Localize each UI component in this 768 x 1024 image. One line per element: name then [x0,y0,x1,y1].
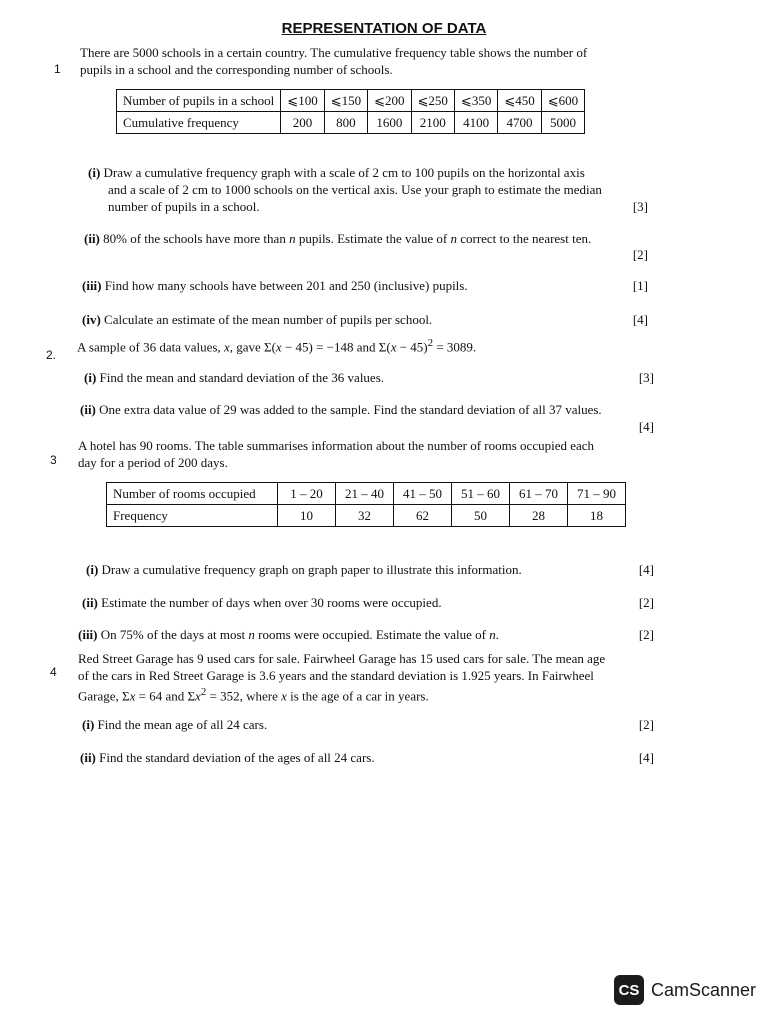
table-cell: 21 – 40 [336,483,394,505]
question-2-part-i [84,369,384,386]
table-cell: ⩽350 [454,90,497,112]
part-text: Find how many schools have between 201 and 250 (inclusive) pupils. [104,278,468,293]
table-cell: ⩽150 [324,90,367,112]
question-4-intro-line: of the cars in Red Street Garage is 3.6 years and the standard deviation is 1.925 years. In Fairwheel [78,668,594,683]
variable-x: x [390,339,397,355]
table-cell: 4700 [498,112,541,134]
part-text: rooms were occupied. Estimate the value of [254,627,490,642]
question-2-intro [77,335,476,355]
question-1-part-iv [82,311,432,328]
table-cell: 32 [336,505,394,527]
question-2-part-ii-marks: [4] [638,419,654,434]
intro-text: Garage, Σ [78,688,130,704]
part-text: and a scale of 2 cm to 1000 schools on the vertical axis. Use your graph to estimate the median [108,182,602,197]
question-1-number: 1 [54,62,61,76]
question-1-intro [80,44,587,78]
question-4-part-ii [80,749,375,766]
table-cell: 2100 [411,112,454,134]
table-row [117,90,585,112]
part-label: (iv) [82,312,101,327]
part-text: correct to the nearest ten. [456,231,592,246]
part-label: (i) [82,717,95,732]
question-1-part-iii [82,277,468,294]
question-3-part-iii [78,626,499,643]
part-text: . [495,627,499,642]
camscanner-text: CamScanner [651,979,757,1000]
table-cell: 10 [278,505,336,527]
question-3-part-ii [82,594,442,611]
intro-text: − 45) = −148 and Σ( [281,339,391,355]
question-4-part-ii-marks: [4] [638,750,654,765]
question-4-intro-line: Red Street Garage has 9 used cars for sale. Fairwheel Garage has 15 used cars for sale. The mean age [78,651,606,666]
question-4-part-i-marks: [2] [638,717,654,732]
intro-text: = 64 and Σ [135,688,196,704]
question-4-intro [78,650,605,704]
table-cell: 41 – 50 [394,483,452,505]
table-cell: ⩽600 [541,90,584,112]
question-1-part-i [88,164,650,215]
part-label: (i) [86,562,99,577]
table-cell: ⩽250 [411,90,454,112]
question-4-number: 4 [50,665,57,679]
exponent: 2 [200,686,207,698]
camscanner-watermark [614,975,756,1005]
table-cell: 18 [568,505,626,527]
cumulative-frequency-table [116,89,585,134]
table-header-label: Number of rooms occupied [107,483,278,505]
question-4-intro-line [78,684,605,704]
part-label: (iii) [78,627,98,642]
part-text: Find the mean age of all 24 cars. [97,717,268,732]
part-text: One extra data value of 29 was added to the sample. Find the standard deviation of all 37 values. [99,402,602,417]
part-text: Estimate the number of days when over 30 rooms were occupied. [101,595,442,610]
question-3-part-i-marks: [4] [638,562,654,577]
part-text: Calculate an estimate of the mean number of pupils per school. [104,312,433,327]
table-cell: 71 – 90 [568,483,626,505]
question-3-intro-line: day for a period of 200 days. [78,455,228,470]
variable-n: n [248,627,255,642]
part-text: Draw a cumulative frequency graph with a scale of 2 cm to 100 pupils on the horizontal axis [103,165,585,180]
part-text: number of pupils in a school. [108,199,260,214]
question-1-intro-line: There are 5000 schools in a certain country. The cumulative frequency table shows the number of [80,45,588,60]
variable-n: n [489,627,496,642]
table-row-label: Cumulative frequency [117,112,281,134]
part-text: Find the mean and standard deviation of the 36 values. [99,370,385,385]
table-cell: 200 [281,112,324,134]
question-3-part-i [86,561,522,578]
part-text: pupils. Estimate the value of [295,231,451,246]
question-3-part-iii-marks: [2] [638,627,654,642]
question-1-part-iii-marks: [1] [632,278,648,293]
exponent: 2 [427,337,434,349]
table-cell: 62 [394,505,452,527]
part-text: Draw a cumulative frequency graph on graph paper to illustrate this information. [101,562,522,577]
table-cell: ⩽200 [368,90,411,112]
intro-text: , gave Σ( [229,339,276,355]
question-1-part-i-marks: [3] [632,199,648,214]
intro-text: − 45) [396,339,428,355]
camscanner-logo-icon: CS [614,975,644,1005]
variable-x: x [195,688,201,704]
variable-x: x [129,688,136,704]
part-label: (ii) [80,750,96,765]
question-1-part-iv-marks: [4] [632,312,648,327]
variable-x: x [223,339,230,355]
question-3-intro-line: A hotel has 90 rooms. The table summarises information about the number of rooms occupied each [78,438,595,453]
table-cell: 1600 [368,112,411,134]
intro-text: = 3089. [433,339,477,355]
question-3-intro [78,437,594,471]
table-cell: 51 – 60 [452,483,510,505]
question-1-part-ii [84,230,591,247]
question-1-intro-line: pupils in a school and the corresponding number of schools. [80,62,393,77]
table-cell: 61 – 70 [510,483,568,505]
part-label: (iii) [82,278,102,293]
table-row [117,112,585,134]
part-text: Find the standard deviation of the ages of all 24 cars. [99,750,375,765]
part-label: (i) [88,165,101,180]
intro-text: = 352, where [206,688,282,704]
table-row [107,505,626,527]
question-1-part-ii-marks: [2] [632,247,648,262]
question-3-number: 3 [50,453,57,467]
variable-x: x [281,688,287,704]
room-frequency-table [106,482,626,527]
intro-text: is the age of a car in years. [286,688,429,704]
table-cell: 1 – 20 [278,483,336,505]
variable-x: x [275,339,282,355]
table-cell: 28 [510,505,568,527]
part-label: (i) [84,370,97,385]
part-label: (ii) [84,231,100,246]
variable-n: n [450,231,457,246]
table-cell: ⩽450 [498,90,541,112]
table-row [107,483,626,505]
question-2-part-i-marks: [3] [638,370,654,385]
part-label: (ii) [80,402,96,417]
variable-n: n [289,231,296,246]
table-row-label: Frequency [107,505,278,527]
table-cell: ⩽100 [281,90,324,112]
part-text: On 75% of the days at most [100,627,249,642]
page-title: REPRESENTATION OF DATA [281,20,487,37]
part-text: 80% of the schools have more than [103,231,290,246]
table-cell: 50 [452,505,510,527]
question-2-number: 2. [46,348,57,362]
table-cell: 4100 [454,112,497,134]
question-4-part-i [82,716,267,733]
table-header-label: Number of pupils in a school [117,90,281,112]
question-2-part-ii [80,401,602,418]
table-cell: 5000 [541,112,584,134]
question-3-part-ii-marks: [2] [638,595,654,610]
table-cell: 800 [324,112,367,134]
part-label: (ii) [82,595,98,610]
intro-text: A sample of 36 data values, [77,339,224,355]
